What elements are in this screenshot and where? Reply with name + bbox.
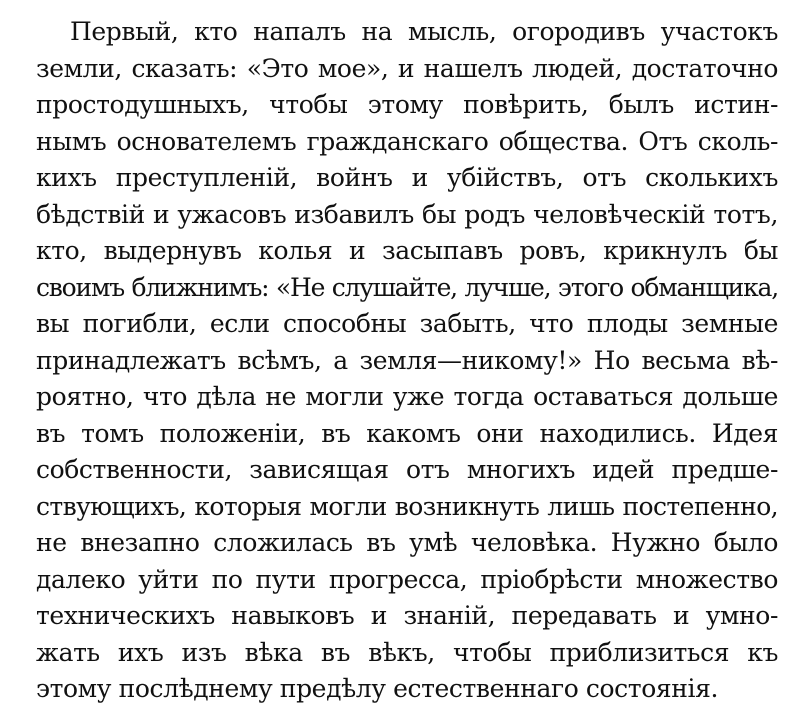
text-line-9: вы погибли, если способны забыть, что плоды земные [36,309,778,338]
text-line-11: роятно, что дѣла не могли уже тогда оставаться дольше [36,382,778,411]
text-line-12: въ томъ положеніи, въ какомъ они находились. Идея [36,418,778,448]
text-line-2: земли, сказать: «Это мое», и нашелъ людей, достаточно [36,53,778,83]
text-line-14: ствующихъ, которыя могли возникнуть лишь постепенно, [36,491,778,521]
text-line-8: своимъ ближнимъ: «Не слушайте, лучше, этого обманщика, [36,272,778,302]
text-paragraph [36,14,778,708]
text-line-7: кто, выдернувъ колья и засыпавъ ровъ, крикнулъ бы [36,236,778,265]
text-line-15: не внезапно сложилась въ умѣ человѣка. Нужно было [36,528,778,557]
text-line-18: жать ихъ изъ вѣка въ вѣкъ, чтобы приблизиться къ [36,637,778,667]
text-line-16: далеко уйти по пути прогресса, пріобрѣсти множество [36,564,778,594]
text-line-17: техническихъ навыковъ и знаній, передавать и умно- [36,601,778,630]
text-line-5: кихъ преступленій, войнъ и убійствъ, отъ сколькихъ [36,163,778,192]
text-line-6: бѣдствій и ужасовъ избавилъ бы родъ человѣческій тотъ, [36,199,778,229]
text-line-3: простодушныхъ, чтобы этому повѣрить, былъ истин- [36,90,778,119]
text-line-13: собственности, зависящая отъ многихъ идей предше- [36,455,778,484]
text-line-10: принадлежатъ всѣмъ, а земля—никому!» Но весьма вѣ- [36,345,778,375]
text-line-1: Первый, кто напалъ на мысль, огородивъ участокъ [70,17,778,46]
text-line-4: нымъ основателемъ гражданскаго общества. Отъ сколь- [36,126,778,156]
text-line-19: этому послѣднему предѣлу естественнаго состоянія. [36,674,719,703]
document-page [36,14,778,708]
